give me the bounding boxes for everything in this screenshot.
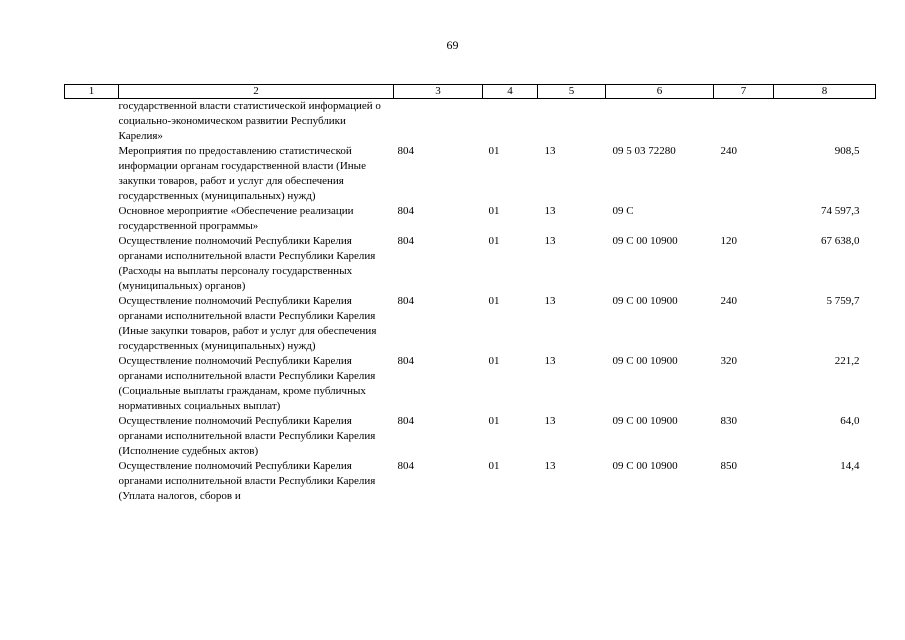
row-subsection-code: 13 bbox=[544, 295, 556, 307]
table-row bbox=[65, 144, 876, 204]
row-index-cell bbox=[65, 144, 119, 204]
row-amount: 5 759,7 bbox=[826, 295, 860, 307]
row-name: Основное мероприятие «Обеспечение реализации государственной программы» bbox=[118, 205, 354, 232]
row-index-cell bbox=[65, 294, 119, 354]
row-name: Осуществление полномочий Республики Карелия органами исполнительной власти Республики Карелия (Социальные выплаты гражданам, кроме публичных нормативных социальных выплат) bbox=[118, 355, 376, 412]
row-ministry-code: 804 bbox=[397, 460, 414, 472]
row-name: Осуществление полномочий Республики Карелия органами исполнительной власти Республики Карелия (Иные закупки товаров, работ и услуг для обеспечения государственных (муниципальных) нужд) bbox=[118, 295, 377, 352]
row-section-code: 01 bbox=[488, 295, 500, 307]
column-header-4: 4 bbox=[483, 85, 538, 99]
row-expense-type: 850 bbox=[720, 460, 737, 472]
row-section-code: 01 bbox=[488, 460, 500, 472]
row-expense-type: 830 bbox=[720, 415, 737, 427]
row-amount: 14,4 bbox=[840, 460, 860, 472]
table-row bbox=[65, 294, 876, 354]
row-amount: 67 638,0 bbox=[821, 235, 860, 247]
row-subsection-code: 13 bbox=[544, 205, 556, 217]
row-ministry-code: 804 bbox=[397, 355, 414, 367]
row-ministry-code: 804 bbox=[397, 415, 414, 427]
row-index-cell bbox=[65, 204, 119, 234]
row-amount: 908,5 bbox=[834, 145, 860, 157]
row-subsection-code bbox=[538, 99, 606, 145]
column-header-8: 8 bbox=[774, 85, 876, 99]
row-index-cell bbox=[65, 459, 119, 504]
column-header-1: 1 bbox=[65, 85, 119, 99]
row-section-code: 01 bbox=[488, 355, 500, 367]
table-row bbox=[65, 234, 876, 294]
row-subsection-code: 13 bbox=[544, 415, 556, 427]
row-expense-type: 120 bbox=[720, 235, 737, 247]
row-section-code: 01 bbox=[488, 145, 500, 157]
row-ministry-code: 804 bbox=[397, 295, 414, 307]
row-target-code: 09 С 00 10900 bbox=[612, 460, 678, 472]
column-header-6: 6 bbox=[606, 85, 714, 99]
row-section-code: 01 bbox=[488, 205, 500, 217]
row-ministry-code: 804 bbox=[397, 235, 414, 247]
column-header-5: 5 bbox=[538, 85, 606, 99]
column-header-7: 7 bbox=[714, 85, 774, 99]
table-row bbox=[65, 459, 876, 504]
row-name: Осуществление полномочий Республики Карелия органами исполнительной власти Республики Карелия (Расходы на выплаты персоналу государственных (муниципальных) органов) bbox=[118, 235, 376, 292]
row-ministry-code: 804 bbox=[397, 205, 414, 217]
row-subsection-code: 13 bbox=[544, 355, 556, 367]
budget-table bbox=[64, 84, 876, 504]
row-index-cell bbox=[65, 99, 119, 145]
row-target-code: 09 С 00 10900 bbox=[612, 415, 678, 427]
table-header bbox=[65, 85, 876, 99]
row-target-code: 09 С 00 10900 bbox=[612, 295, 678, 307]
table-row bbox=[65, 414, 876, 459]
row-index-cell bbox=[65, 234, 119, 294]
row-expense-type bbox=[714, 99, 774, 145]
row-name: Осуществление полномочий Республики Карелия органами исполнительной власти Республики Карелия (Уплата налогов, сборов и bbox=[118, 460, 376, 502]
row-target-code bbox=[606, 99, 714, 145]
row-section-code bbox=[483, 99, 538, 145]
row-expense-type: 320 bbox=[720, 355, 737, 367]
table-row bbox=[65, 354, 876, 414]
table-row bbox=[65, 99, 876, 145]
column-header-2: 2 bbox=[119, 85, 394, 99]
row-name: государственной власти статистической информацией о социально-экономическом развитии Республики Карелия» bbox=[118, 100, 381, 142]
row-amount: 221,2 bbox=[834, 355, 860, 367]
column-header-3: 3 bbox=[394, 85, 483, 99]
row-amount: 64,0 bbox=[840, 415, 860, 427]
row-expense-type: 240 bbox=[720, 145, 737, 157]
row-amount bbox=[774, 99, 876, 145]
row-section-code: 01 bbox=[488, 235, 500, 247]
row-target-code: 09 С 00 10900 bbox=[612, 355, 678, 367]
row-amount: 74 597,3 bbox=[821, 205, 860, 217]
row-index-cell bbox=[65, 414, 119, 459]
row-subsection-code: 13 bbox=[544, 460, 556, 472]
row-section-code: 01 bbox=[488, 415, 500, 427]
row-subsection-code: 13 bbox=[544, 235, 556, 247]
table-row bbox=[65, 204, 876, 234]
row-index-cell bbox=[65, 354, 119, 414]
row-expense-type bbox=[714, 204, 774, 234]
row-ministry-code: 804 bbox=[397, 145, 414, 157]
table-body bbox=[65, 99, 876, 505]
row-target-code: 09 С bbox=[612, 205, 634, 217]
row-target-code: 09 С 00 10900 bbox=[612, 235, 678, 247]
page-number: 69 bbox=[446, 38, 459, 52]
row-ministry-code bbox=[394, 99, 483, 145]
row-name: Мероприятия по предоставлению статистической информации органам государственной власти (Иные закупки товаров, работ и услуг для обеспечения государственных (муниципальных) нужд) bbox=[118, 145, 366, 202]
row-expense-type: 240 bbox=[720, 295, 737, 307]
row-subsection-code: 13 bbox=[544, 145, 556, 157]
column-number-row bbox=[65, 85, 876, 99]
row-name: Осуществление полномочий Республики Карелия органами исполнительной власти Республики Карелия (Исполнение судебных актов) bbox=[118, 415, 376, 457]
row-target-code: 09 5 03 72280 bbox=[612, 145, 676, 157]
